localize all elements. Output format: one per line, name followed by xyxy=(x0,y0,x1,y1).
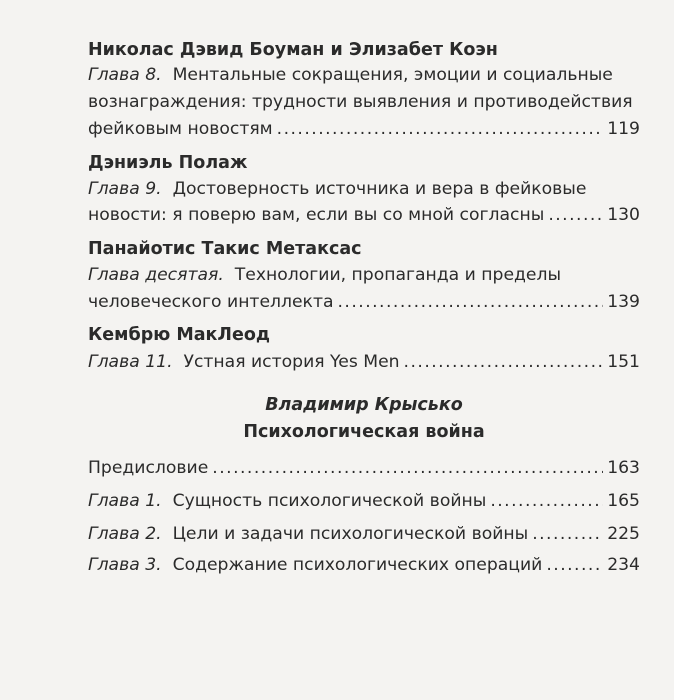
leader-dots xyxy=(548,203,603,227)
leader-dots xyxy=(277,117,604,141)
leader-dots xyxy=(546,553,603,577)
author-name: Кембрю МакЛеод xyxy=(88,325,270,345)
chapter-label: Глава 2. xyxy=(88,524,162,544)
page-number: 225 xyxy=(607,524,640,544)
leader-dots xyxy=(532,522,603,546)
chapter-title-cont: новости: я поверю вам, если вы со мной согласны xyxy=(88,205,545,225)
author-name: Дэниэль Полаж xyxy=(88,153,248,173)
chapter-label: Глава 11. xyxy=(88,352,173,372)
chapter-label: Глава 1. xyxy=(88,491,162,511)
toc-line xyxy=(88,117,640,141)
chapter-title: Достоверность источника и вера в фейковые xyxy=(172,179,587,199)
chapter-title-cont: фейковым новостям xyxy=(88,119,273,139)
toc-text: Предисловие xyxy=(88,458,209,478)
section-title: Психологическая война xyxy=(243,422,485,442)
page-number: 163 xyxy=(607,458,640,478)
chapter-title-cont: человеческого интеллекта xyxy=(88,292,334,312)
chapter-label: Глава десятая. xyxy=(88,265,224,285)
page-number: 151 xyxy=(607,352,640,372)
toc-line xyxy=(88,522,640,546)
chapter-title: Ментальные сокращения, эмоции и социальные xyxy=(172,65,613,85)
leader-dots xyxy=(212,456,603,480)
toc-text: Сущность психологической войны xyxy=(172,491,487,511)
page-number: 165 xyxy=(607,491,640,511)
toc-line xyxy=(88,489,640,513)
page-number: 234 xyxy=(607,555,640,575)
toc-line xyxy=(88,553,640,577)
chapter-title: Технологии, пропаганда и пределы xyxy=(234,265,562,285)
chapter-label: Глава 3. xyxy=(88,555,162,575)
toc-line xyxy=(88,203,640,227)
toc-text: Цели и задачи психологической войны xyxy=(172,524,529,544)
page-number: 130 xyxy=(607,205,640,225)
chapter-line xyxy=(88,177,640,201)
chapter-title-cont: вознаграждения: трудности выявления и противодействия xyxy=(88,92,633,112)
author-name: Николас Дэвид Боуман и Элизабет Коэн xyxy=(88,40,498,60)
leader-dots xyxy=(490,489,603,513)
leader-dots xyxy=(404,350,604,374)
toc-line xyxy=(88,290,640,314)
section-author: Владимир Крысько xyxy=(265,395,463,415)
chapter-title: Устная история Yes Men xyxy=(183,352,400,372)
page-number: 139 xyxy=(607,292,640,312)
toc-line xyxy=(88,456,640,480)
chapter-label: Глава 8. xyxy=(88,65,162,85)
chapter-label: Глава 9. xyxy=(88,179,162,199)
toc-line xyxy=(88,350,640,374)
chapter-line xyxy=(88,63,640,87)
chapter-line xyxy=(88,263,640,287)
toc-text: Содержание психологических операций xyxy=(172,555,543,575)
leader-dots xyxy=(337,290,603,314)
page-number: 119 xyxy=(607,119,640,139)
author-name: Панайотис Такис Метаксас xyxy=(88,239,362,259)
